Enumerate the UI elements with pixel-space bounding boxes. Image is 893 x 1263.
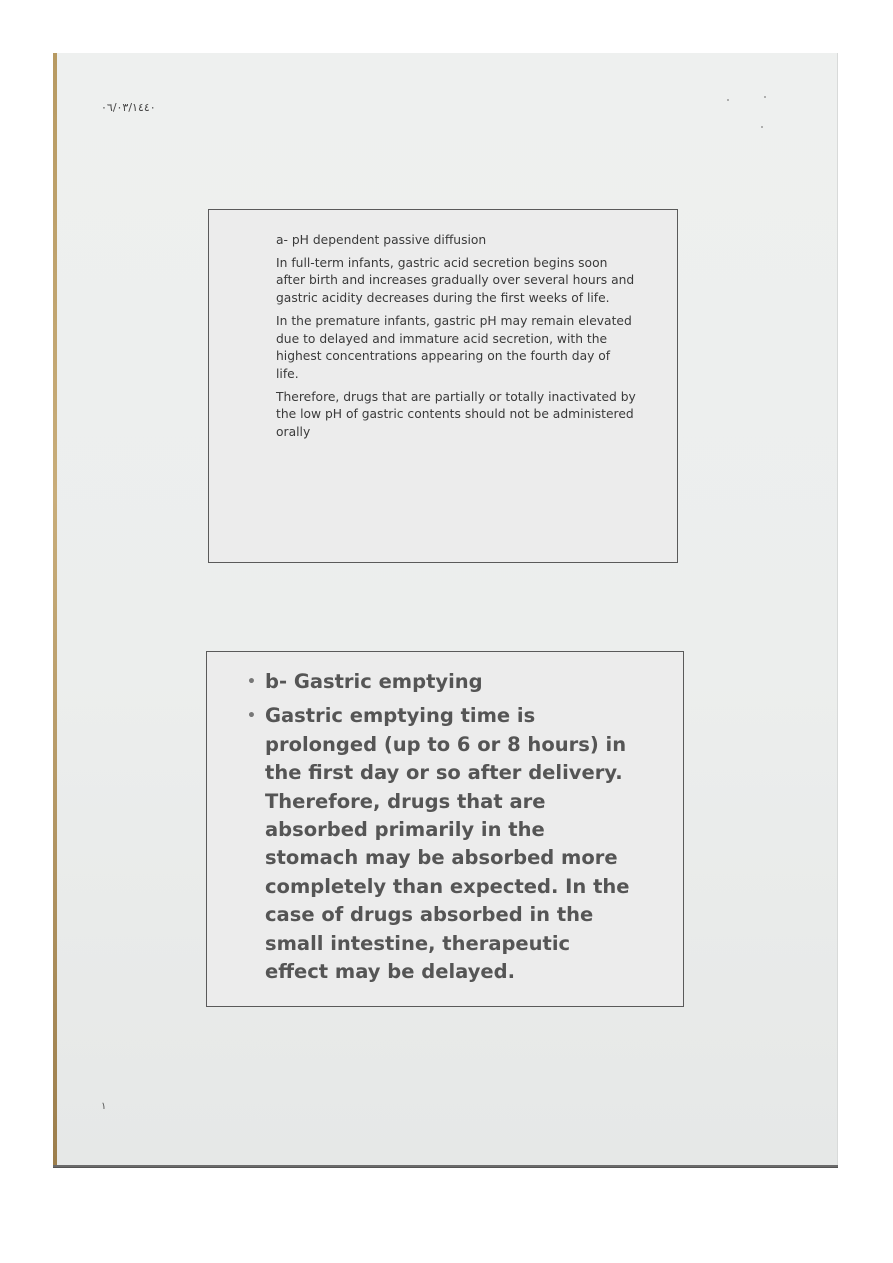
list-item	[247, 668, 632, 696]
slide-a-content	[276, 232, 636, 447]
slide-b-body: Gastric emptying time is prolonged (up to 6 or 8 hours) in the first day or so after delivery. Therefore, drugs that are absorbed primarily in the stomach may be absorbed more completely than expected. In the case of drugs absorbed in the small intestine, therapeutic effect may be delayed.	[265, 704, 630, 984]
slide-b-heading: b- Gastric emptying	[265, 670, 483, 693]
slide-a-paragraph: In the premature infants, gastric pH may remain elevated due to delayed and immature acid secretion, with the highest concentrations appearing on the fourth day of life.	[276, 313, 632, 381]
page-number: ١	[101, 1101, 107, 1112]
slide-a-heading: a- pH dependent passive diffusion	[276, 233, 487, 247]
bullet-icon: •	[247, 674, 256, 690]
handwritten-date: ٠٦/٠٣/١٤٤٠	[101, 101, 156, 114]
paper-speck	[727, 99, 729, 101]
paper-speck	[764, 96, 766, 98]
paper-speck	[761, 126, 763, 128]
slide-a-paragraph: Therefore, drugs that are partially or totally inactivated by the low pH of gastric contents should not be administered orally	[276, 389, 636, 440]
slide-b-bullet-list	[247, 668, 632, 992]
paper-sheet	[53, 53, 838, 1167]
slide-a-paragraph: In full-term infants, gastric acid secretion begins soon after birth and increases gradually over several hours and gastric acidity decreases during the first weeks of life.	[276, 255, 635, 306]
slide-gastric-emptying	[206, 651, 684, 1007]
bullet-icon: •	[247, 708, 256, 725]
slide-ph-diffusion	[208, 209, 678, 563]
list-item	[247, 702, 632, 986]
